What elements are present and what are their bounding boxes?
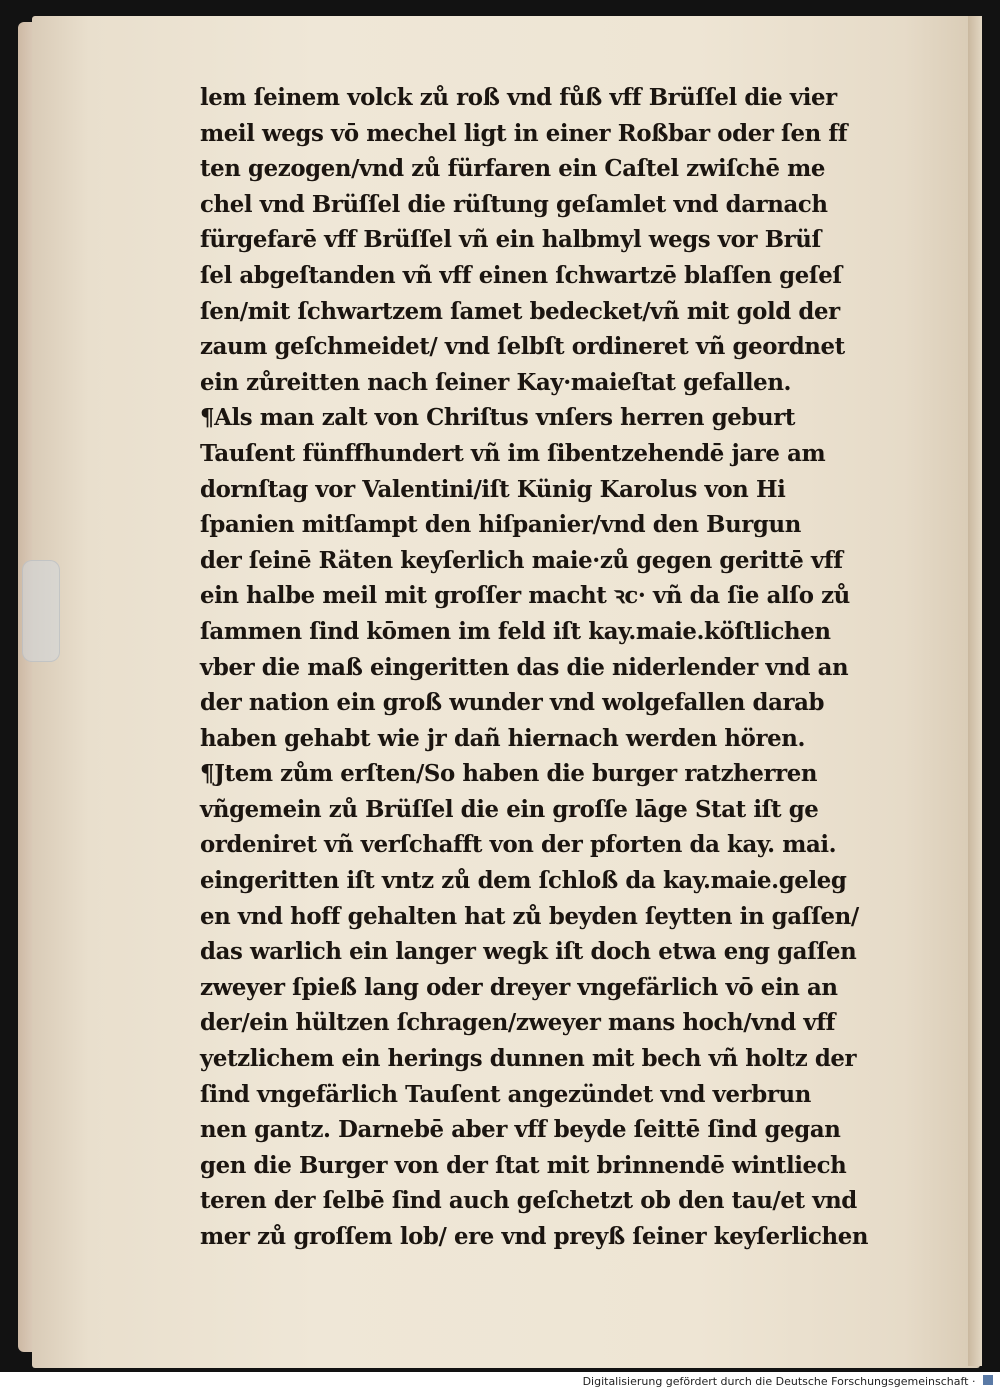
text-line: yetzlichem ein herings dunnen mit bech vñ holtz der bbox=[200, 1045, 857, 1073]
text-line: der ſeinē Räten keyſerlich maie·zů gegen gerittē vff bbox=[200, 546, 843, 574]
text-line: meil wegs vō mechel ligt in einer Roßbar oder ſen ff bbox=[200, 119, 848, 147]
text-line: lem ſeinem volck zů roß vnd fůß vff Brüſſel die vier bbox=[200, 84, 837, 111]
text-line: nen gantz. Darnebē aber vff beyde ſeittē ſind gegan bbox=[200, 1116, 841, 1144]
text-line: ¶Als man zalt von Chriſtus vnſers herren geburt bbox=[200, 404, 795, 432]
text-line: ein zůreitten nach ſeiner Kay·maieſtat gefallen. bbox=[200, 368, 792, 396]
text-line: vber die maß eingeritten das die niderlender vnd an bbox=[200, 653, 849, 681]
text-line: zweyer ſpieß lang oder dreyer vngefärlich vō ein an bbox=[200, 973, 838, 1001]
text-line: eingeritten iſt vntz zů dem ſchloß da kay.maie.geleg bbox=[200, 867, 847, 895]
next-page-edge bbox=[968, 16, 982, 1366]
text-line: ſen/mit ſchwartzem ſamet bedecket/vñ mit gold der bbox=[200, 297, 840, 325]
page-text bbox=[200, 80, 930, 1255]
text-line: chel vnd Brüſſel die rüſtung geſamlet vnd darnach bbox=[200, 190, 828, 218]
footer-credit: Digitalisierung gefördert durch die Deutsche Forschungsgemeinschaft · bbox=[583, 1374, 994, 1388]
text-line: ſpanien mitſampt den hiſpanier/vnd den Burgun bbox=[200, 511, 801, 539]
text-line: zaum geſchmeidet/ vnd ſelbſt ordineret vñ geordnet bbox=[200, 333, 845, 361]
text-line: vñgemein zů Brüſſel die ein groſſe lāge Stat iſt ge bbox=[200, 795, 819, 823]
page-clip bbox=[22, 560, 60, 662]
text-line: fürgefarē vff Brüſſel vñ ein halbmyl wegs vor Brüſ bbox=[200, 226, 821, 254]
text-line: ordeniret vñ verſchafft von der pforten da kay. mai. bbox=[200, 831, 837, 859]
text-line: ¶Jtem zům erſten/So haben die burger ratzherren bbox=[200, 760, 818, 788]
text-line: ſel abgeſtanden vñ vff einen ſchwartzē blaſſen geſeſ bbox=[200, 261, 842, 289]
text-line: ein halbe meil mit groſſer macht ꝛc· vñ da ſie alſo zů bbox=[200, 582, 850, 610]
text-line: dornſtag vor Valentini/iſt Künig Karolus von Hi bbox=[200, 475, 786, 503]
text-line: ſammen ſind kōmen im feld iſt kay.maie.köſtlichen bbox=[200, 617, 831, 645]
text-line: der nation ein groß wunder vnd wolgefallen darab bbox=[200, 689, 825, 717]
footer-bar bbox=[0, 1372, 1000, 1393]
footer-credit-text: Digitalisierung gefördert durch die Deutsche Forschungsgemeinschaft bbox=[582, 1375, 969, 1388]
text-line: haben gehabt wie jr dañ hiernach werden hören. bbox=[200, 724, 805, 752]
text-line: ten gezogen/vnd zů fürfaren ein Caſtel zwiſchē me bbox=[200, 155, 826, 183]
text-line: en vnd hoff gehalten hat zů beyden ſeytten in gaſſen/ bbox=[200, 902, 859, 930]
text-line: gen die Burger von der ſtat mit brinnendē wintliech bbox=[200, 1151, 847, 1179]
dfg-logo-icon bbox=[982, 1374, 994, 1386]
text-line: ſind vngefärlich Tauſent angezündet vnd verbrun bbox=[200, 1080, 811, 1108]
text-line: das warlich ein langer wegk iſt doch etwa eng gaſſen bbox=[200, 938, 857, 966]
text-line: der/ein hültzen ſchragen/zweyer mans hoch/vnd vff bbox=[200, 1009, 836, 1037]
text-line: mer zů groſſem lob/ ere vnd preyß ſeiner keyſerlichen bbox=[200, 1223, 869, 1250]
text-line: teren der ſelbē ſind auch geſchetzt ob den tau/et vnd bbox=[200, 1187, 857, 1215]
text-line: Tauſent fünffhundert vñ im ſibentzehendē jare am bbox=[200, 439, 826, 467]
